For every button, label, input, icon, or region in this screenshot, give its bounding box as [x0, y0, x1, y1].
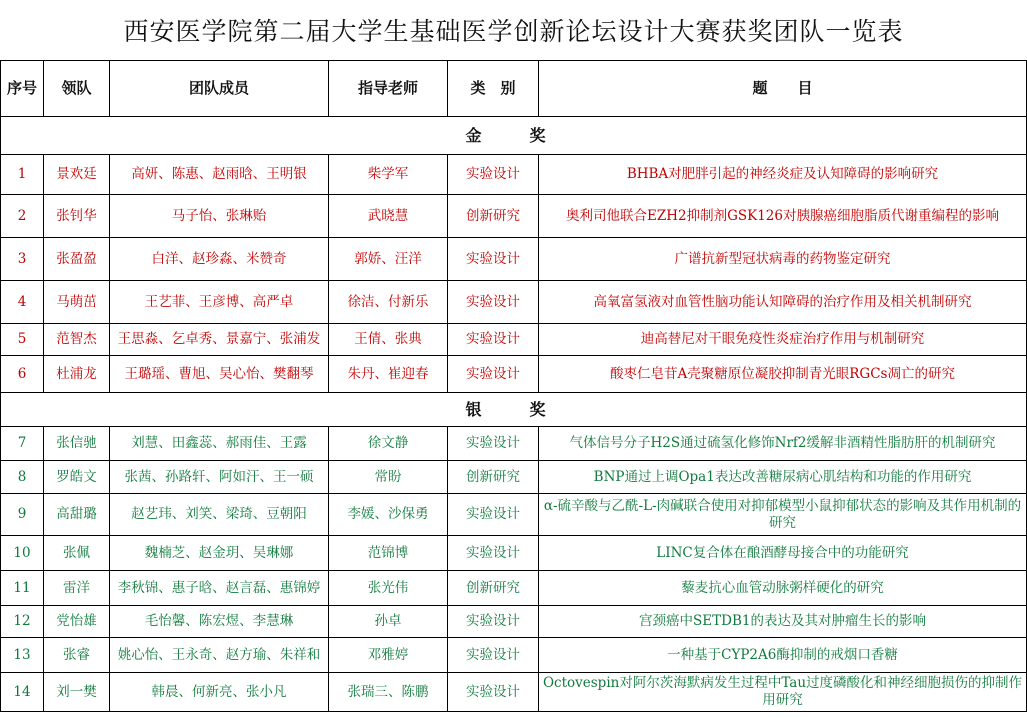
cell-topic: 藜麦抗心血管动脉粥样硬化的研究	[539, 571, 1027, 606]
cell-advisor: 郭娇、汪洋	[329, 238, 448, 281]
cell-members: 高妍、陈惠、赵雨晗、王明银	[110, 155, 329, 195]
table-row	[1, 238, 1027, 281]
sheet-title: 西安医学院第二届大学生基础医学创新论坛设计大赛获奖团队一览表	[123, 17, 904, 46]
gold-section-label: 金 奖	[1, 117, 1027, 155]
cell-index: 14	[1, 673, 44, 712]
cell-topic: Octovespin对阿尔茨海默病发生过程中Tau过度磷酸化和神经细胞损伤的抑制作用研究	[539, 673, 1027, 712]
table-row	[1, 324, 1027, 356]
cell-category: 实验设计	[448, 427, 539, 461]
table-row	[1, 673, 1027, 712]
table-row	[1, 536, 1027, 571]
header-members: 团队成员	[110, 61, 329, 117]
cell-index: 4	[1, 281, 44, 324]
cell-topic: 迪高替尼对干眼免疫性炎症治疗作用与机制研究	[539, 324, 1027, 356]
cell-category: 实验设计	[448, 536, 539, 571]
cell-category: 实验设计	[448, 155, 539, 195]
cell-topic: 气体信号分子H2S通过硫氢化修饰Nrf2缓解非酒精性脂肪肝的机制研究	[539, 427, 1027, 461]
cell-index: 11	[1, 571, 44, 606]
cell-members: 马子怡、张琳贻	[110, 195, 329, 238]
cell-members: 刘慧、田鑫蕊、郝雨佳、王露	[110, 427, 329, 461]
cell-category: 实验设计	[448, 606, 539, 638]
cell-index: 1	[1, 155, 44, 195]
cell-members: 姚心怡、王永奇、赵方瑜、朱祥和	[110, 638, 329, 673]
table-row	[1, 494, 1027, 536]
table-row	[1, 195, 1027, 238]
cell-members: 韩晨、何新亮、张小凡	[110, 673, 329, 712]
cell-category: 创新研究	[448, 461, 539, 494]
cell-advisor: 柴学军	[329, 155, 448, 195]
cell-advisor: 王倩、张典	[329, 324, 448, 356]
cell-leader: 刘一樊	[44, 673, 110, 712]
cell-topic: 奥利司他联合EZH2抑制剂GSK126对胰腺癌细胞脂质代谢重编程的影响	[539, 195, 1027, 238]
cell-topic: 高氧富氢液对血管性脑功能认知障碍的治疗作用及相关机制研究	[539, 281, 1027, 324]
silver-section-row	[1, 393, 1027, 427]
cell-category: 实验设计	[448, 673, 539, 712]
table-row	[1, 461, 1027, 494]
cell-leader: 雷洋	[44, 571, 110, 606]
cell-leader: 高甜璐	[44, 494, 110, 536]
cell-advisor: 张瑞三、陈鹏	[329, 673, 448, 712]
cell-category: 实验设计	[448, 281, 539, 324]
cell-leader: 杜浦龙	[44, 356, 110, 393]
cell-leader: 马萌茁	[44, 281, 110, 324]
cell-members: 赵艺玮、刘笑、梁琦、豆朝阳	[110, 494, 329, 536]
cell-index: 5	[1, 324, 44, 356]
cell-index: 12	[1, 606, 44, 638]
silver-section-label: 银 奖	[1, 393, 1027, 427]
cell-advisor: 张光伟	[329, 571, 448, 606]
table-row	[1, 356, 1027, 393]
cell-index: 3	[1, 238, 44, 281]
cell-members: 毛怡馨、陈宏煜、李慧琳	[110, 606, 329, 638]
cell-index: 13	[1, 638, 44, 673]
cell-leader: 张信驰	[44, 427, 110, 461]
cell-advisor: 常盼	[329, 461, 448, 494]
table-row	[1, 281, 1027, 324]
cell-topic: LINC复合体在酿酒酵母接合中的功能研究	[539, 536, 1027, 571]
cell-advisor: 邓雅婷	[329, 638, 448, 673]
cell-category: 实验设计	[448, 238, 539, 281]
table-row	[1, 571, 1027, 606]
cell-advisor: 朱丹、崔迎春	[329, 356, 448, 393]
table-row	[1, 638, 1027, 673]
cell-topic: 宫颈癌中SETDB1的表达及其对肿瘤生长的影响	[539, 606, 1027, 638]
cell-members: 王璐瑶、曹旭、吴心怡、樊翻琴	[110, 356, 329, 393]
cell-index: 7	[1, 427, 44, 461]
cell-index: 10	[1, 536, 44, 571]
cell-members: 王思淼、乞卓秀、景嘉宁、张浦发	[110, 324, 329, 356]
cell-advisor: 徐洁、付新乐	[329, 281, 448, 324]
cell-index: 2	[1, 195, 44, 238]
cell-members: 张茜、孙路轩、阿如汗、王一硕	[110, 461, 329, 494]
cell-category: 实验设计	[448, 638, 539, 673]
cell-leader: 党怡雄	[44, 606, 110, 638]
table-row	[1, 155, 1027, 195]
table-row	[1, 427, 1027, 461]
cell-topic: 酸枣仁皂苷A壳聚糖原位凝胶抑制青光眼RGCs凋亡的研究	[539, 356, 1027, 393]
cell-advisor: 范锦博	[329, 536, 448, 571]
cell-members: 魏楠芝、赵金玥、吴琳娜	[110, 536, 329, 571]
header-category: 类 别	[448, 61, 539, 117]
cell-members: 白洋、赵珍淼、米赞奇	[110, 238, 329, 281]
cell-members: 王艺菲、王彦博、高严卓	[110, 281, 329, 324]
cell-topic: 广谱抗新型冠状病毒的药物鉴定研究	[539, 238, 1027, 281]
cell-category: 创新研究	[448, 195, 539, 238]
header-leader: 领队	[44, 61, 110, 117]
cell-category: 实验设计	[448, 324, 539, 356]
cell-leader: 张佩	[44, 536, 110, 571]
cell-leader: 范智杰	[44, 324, 110, 356]
cell-index: 8	[1, 461, 44, 494]
cell-topic: BHBA对肥胖引起的神经炎症及认知障碍的影响研究	[539, 155, 1027, 195]
cell-advisor: 李媛、沙保勇	[329, 494, 448, 536]
cell-topic: 一种基于CYP2A6酶抑制的戒烟口香糖	[539, 638, 1027, 673]
cell-category: 创新研究	[448, 571, 539, 606]
award-table	[0, 60, 1027, 712]
table-row	[1, 606, 1027, 638]
cell-members: 李秋锦、惠子晗、赵言磊、惠锦婷	[110, 571, 329, 606]
cell-category: 实验设计	[448, 494, 539, 536]
cell-leader: 景欢廷	[44, 155, 110, 195]
header-advisor: 指导老师	[329, 61, 448, 117]
header-topic: 题 目	[539, 61, 1027, 117]
cell-leader: 张钊华	[44, 195, 110, 238]
cell-category: 实验设计	[448, 356, 539, 393]
gold-section-row	[1, 117, 1027, 155]
cell-leader: 张盈盈	[44, 238, 110, 281]
header-index: 序号	[1, 61, 44, 117]
cell-leader: 罗皓文	[44, 461, 110, 494]
award-table-body	[1, 117, 1027, 712]
cell-advisor: 孙卓	[329, 606, 448, 638]
cell-advisor: 徐文静	[329, 427, 448, 461]
header-row	[1, 61, 1027, 117]
cell-index: 9	[1, 494, 44, 536]
cell-topic: BNP通过上调Opa1表达改善糖尿病心肌结构和功能的作用研究	[539, 461, 1027, 494]
cell-advisor: 武晓慧	[329, 195, 448, 238]
cell-index: 6	[1, 356, 44, 393]
cell-topic: α-硫辛酸与乙酰-L-肉碱联合使用对抑郁模型小鼠抑郁状态的影响及其作用机制的研究	[539, 494, 1027, 536]
cell-leader: 张睿	[44, 638, 110, 673]
